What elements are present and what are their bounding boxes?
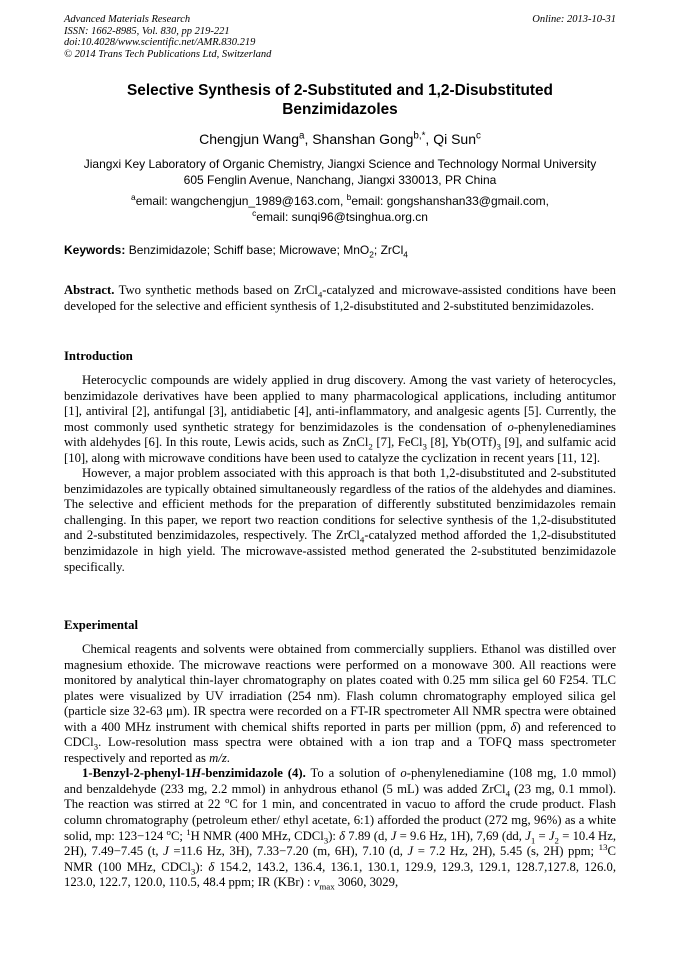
- email-mark: c: [252, 208, 257, 218]
- email-text: email: sunqi96@tsinghua.org.cn: [256, 210, 428, 224]
- keywords: [64, 243, 616, 258]
- text-run: 3060, 3029,: [334, 875, 399, 890]
- paper-title: [64, 81, 616, 119]
- copyright: © 2014 Trans Tech Publications Ltd, Switzerland: [64, 48, 272, 60]
- text-run: 1-Benzyl-2-phenyl-1: [82, 766, 192, 781]
- journal-header: [64, 14, 616, 60]
- online-date: Online: 2013-10-31: [532, 14, 616, 25]
- subscript: 1: [530, 835, 536, 846]
- text-run: [7], FeCl: [372, 435, 423, 450]
- subscript: 3: [323, 835, 329, 846]
- author-separator: ,: [304, 131, 313, 147]
- subscript: 2: [554, 835, 559, 846]
- text-run: ):: [195, 859, 209, 874]
- email-block: [64, 193, 616, 225]
- affiliation: [64, 156, 616, 188]
- subscript: 4: [359, 535, 365, 545]
- text-run: (23 mg, 0.1 mmol). The reaction was stirred at 22: [64, 781, 616, 812]
- email-mark: a: [131, 192, 136, 202]
- compound-title: [82, 766, 306, 780]
- text-run: =: [535, 828, 549, 843]
- subscript: 3: [190, 866, 196, 877]
- text-run: -catalyzed method afforded the 1,2-disubstituted benzimidazole in high yield. The microwave-assisted method generated the 2-substituted benzimidazole specifically.: [64, 528, 616, 574]
- abstract-text: Two synthetic methods based on ZrCl: [114, 283, 318, 297]
- text-run: To a solution of: [305, 766, 401, 781]
- text-run: . Low-resolution mass spectra were obtained with a ion trap and a TOFQ mass spectrometer respectively and reported as: [64, 735, 616, 765]
- italic-run: J: [525, 828, 531, 843]
- email-text: email: wangchengjun_1989@163.com,: [135, 194, 347, 208]
- subscript: 4: [403, 249, 408, 260]
- keywords-label: Keywords:: [64, 243, 126, 257]
- text-run: =11.6 Hz, 3H), 7.33−7.20 (m, 6H), 7.10 (d,: [168, 844, 408, 859]
- keywords-text: Benzimidazole; Schiff base; Microwave; MnO: [125, 243, 370, 257]
- subscript: 3: [422, 441, 427, 452]
- superscript: o: [224, 795, 230, 806]
- author-name: Shanshan Gong: [312, 131, 414, 147]
- keywords-text: ; ZrCl: [373, 243, 404, 257]
- text-run: Heterocyclic compounds are widely applied in drug discovery. Among the vast variety of heterocycles, benzimidazole derivatives have been applied to many pharmacological applications, including antitumor [1], antiviral [2], antifungal [3], antidiabetic [4], anti-inflammatory, and analgesic agents [5]. Currently, the most commonly used synthetic strategy for benzimidazoles is the condensation of: [64, 373, 616, 434]
- superscript: o: [166, 826, 171, 837]
- author-list: [64, 130, 616, 148]
- italic-run: δ: [208, 859, 215, 874]
- author-affiliation-mark: a: [298, 130, 305, 142]
- experimental-heading: Experimental: [64, 618, 139, 632]
- superscript: 13: [598, 841, 608, 852]
- subscript: 3: [93, 741, 99, 752]
- italic-run: o: [400, 766, 407, 781]
- text-run: -phenylenediamines with aldehydes [6]. In this route, Lewis acids, such as ZnCl: [64, 419, 616, 450]
- italic-run: δ: [339, 828, 346, 843]
- issn: ISSN: 1662-8985, Vol. 830, pp 219-221: [64, 25, 230, 37]
- journal-name: Advanced Materials Research: [64, 14, 191, 25]
- subscript: 2: [369, 249, 374, 260]
- text-run: H NMR (400 MHz, CDCl: [190, 828, 324, 843]
- text-run: -phenylenediamine (108 mg, 1.0 mmol) and benzaldehyde (233 mg, 2.2 mmol) in anhydrous ethanol (5 mL) was added ZrCl: [64, 766, 616, 796]
- title-line-1: Selective Synthesis of 2-Substituted and 1,2-Disubstituted: [127, 82, 553, 99]
- email-line-1: [64, 193, 616, 209]
- author-affiliation-mark: c: [476, 130, 481, 142]
- experimental-paragraph-2: [64, 766, 616, 890]
- italic-run: J: [390, 828, 397, 843]
- abstract-label: Abstract.: [64, 283, 115, 297]
- italic-run: J: [548, 828, 555, 843]
- text-run: C NMR (100 MHz, CDCl: [64, 844, 617, 874]
- text-run: C;: [170, 828, 187, 843]
- text-run: 7.89 (d,: [345, 828, 391, 843]
- abstract-paragraph: [64, 283, 616, 314]
- introduction-heading: Introduction: [64, 349, 133, 363]
- text-run: [8], Yb(OTf): [426, 435, 497, 450]
- email-mark: b: [346, 192, 352, 202]
- abstract-text: -catalyzed and microwave-assisted conditions have been developed for the selective and efficient synthesis of 1,2-disubstituted and 2-substituted benzimidazoles.: [64, 283, 616, 313]
- italic-run: J: [163, 844, 169, 859]
- abstract: [64, 283, 616, 314]
- text-run: = 7.2 Hz, 2H), 5.45 (s, 2H) ppm;: [413, 844, 599, 859]
- author-affiliation-mark: b,*: [413, 130, 426, 142]
- italic-run: ν: [313, 875, 320, 890]
- italic-run: J: [407, 844, 414, 859]
- subscript: 4: [505, 788, 510, 799]
- text-run: ):: [328, 828, 340, 843]
- doi: doi:10.4028/www.scientific.net/AMR.830.219: [64, 37, 256, 49]
- italic-run: δ: [510, 719, 517, 734]
- intro-paragraph-2: [64, 466, 616, 575]
- superscript: 1: [186, 826, 191, 837]
- italic-run: o: [507, 419, 514, 434]
- text-run: C for 1 min, and concentrated in vacuo to afford the crude product. Flash column chromatography (petroleum ether/ ethyl acetate, 6:1) afforded the product (272 mg, 96%) as a white solid, mp: 123−124: [64, 797, 617, 843]
- text-run: Chemical reagents and solvents were obtained from commercially suppliers. Ethanol was distilled over magnesium ethoxide. The microwave reactions were performed on a monowave 300. All reactions were monitored by analytical thin-layer chromatography on plates coated with 0.25 mm silica gel 60 F254. TLC plates were visualized by UV irradiation (254 nm). Flash column chromatography employed silica gel (particle size 32-63 μm). IR spectra were recorded on a FT-IR spectrometer All NMR spectra were obtained with a 400 MHz instrument with chemical shifts reported in parts per million (ppm,: [64, 642, 616, 734]
- email-text: email: gongshanshan33@gmail.com,: [351, 194, 549, 208]
- affiliation-line-1: Jiangxi Key Laboratory of Organic Chemistry, Jiangxi Science and Technology Normal University: [83, 157, 597, 171]
- affiliation-line-2: 605 Fenglin Avenue, Nanchang, Jiangxi 330013, PR China: [183, 173, 497, 187]
- italic-run: m/z: [209, 750, 227, 765]
- email-line-2: [64, 209, 616, 225]
- text-run: [9], and sulfamic acid [10], along with microwave conditions have been used to catalyze the cyclization in recent years [11, 12].: [64, 435, 616, 465]
- subscript: 4: [317, 289, 323, 300]
- author-name: Chengjun Wang: [199, 131, 299, 147]
- subscript: 2: [368, 441, 373, 452]
- text-run: = 10.4 Hz, 2H), 7.49−7.45 (t,: [64, 828, 616, 859]
- italic-run: H: [191, 766, 202, 781]
- experimental-paragraph-1: [64, 642, 616, 766]
- author-separator: ,: [425, 131, 434, 147]
- title-line-2: Benzimidazoles: [282, 101, 398, 118]
- text-run: ) and referenced to CDCl: [64, 719, 616, 750]
- text-run: = 9.6 Hz, 1H), 7,69 (dd,: [396, 828, 526, 843]
- author-name: Qi Sun: [433, 131, 476, 147]
- subscript: max: [319, 881, 335, 892]
- text-run: .: [226, 750, 230, 765]
- text-run: However, a major problem associated with this approach is that both 1,2-disubstituted and 2-substituted benzimidazoles are typically obtained simultaneously regardless of the ratios of the aldehydes and diamines. The selective and efficient methods for the preparation of differently substituted benzimidazoles remain challenging. In this paper, we report two reaction conditions for selective synthesis of the 1,2-disubstituted and 2-substituted benzimidazoles, respectively. The ZrCl: [64, 466, 616, 543]
- subscript: 3: [496, 441, 501, 452]
- experimental-body: [64, 642, 616, 891]
- text-run: 154.2, 143.2, 136.4, 136.1, 130.1, 129.9, 129.3, 129.1, 128.7,127.8, 126.0, 123.0, 122.7, 120.0, 110.5, 48.4 ppm; IR (KBr) :: [64, 859, 616, 890]
- text-run: -benzimidazole (4).: [201, 766, 306, 781]
- introduction-body: [64, 373, 616, 575]
- intro-paragraph-1: [64, 373, 616, 466]
